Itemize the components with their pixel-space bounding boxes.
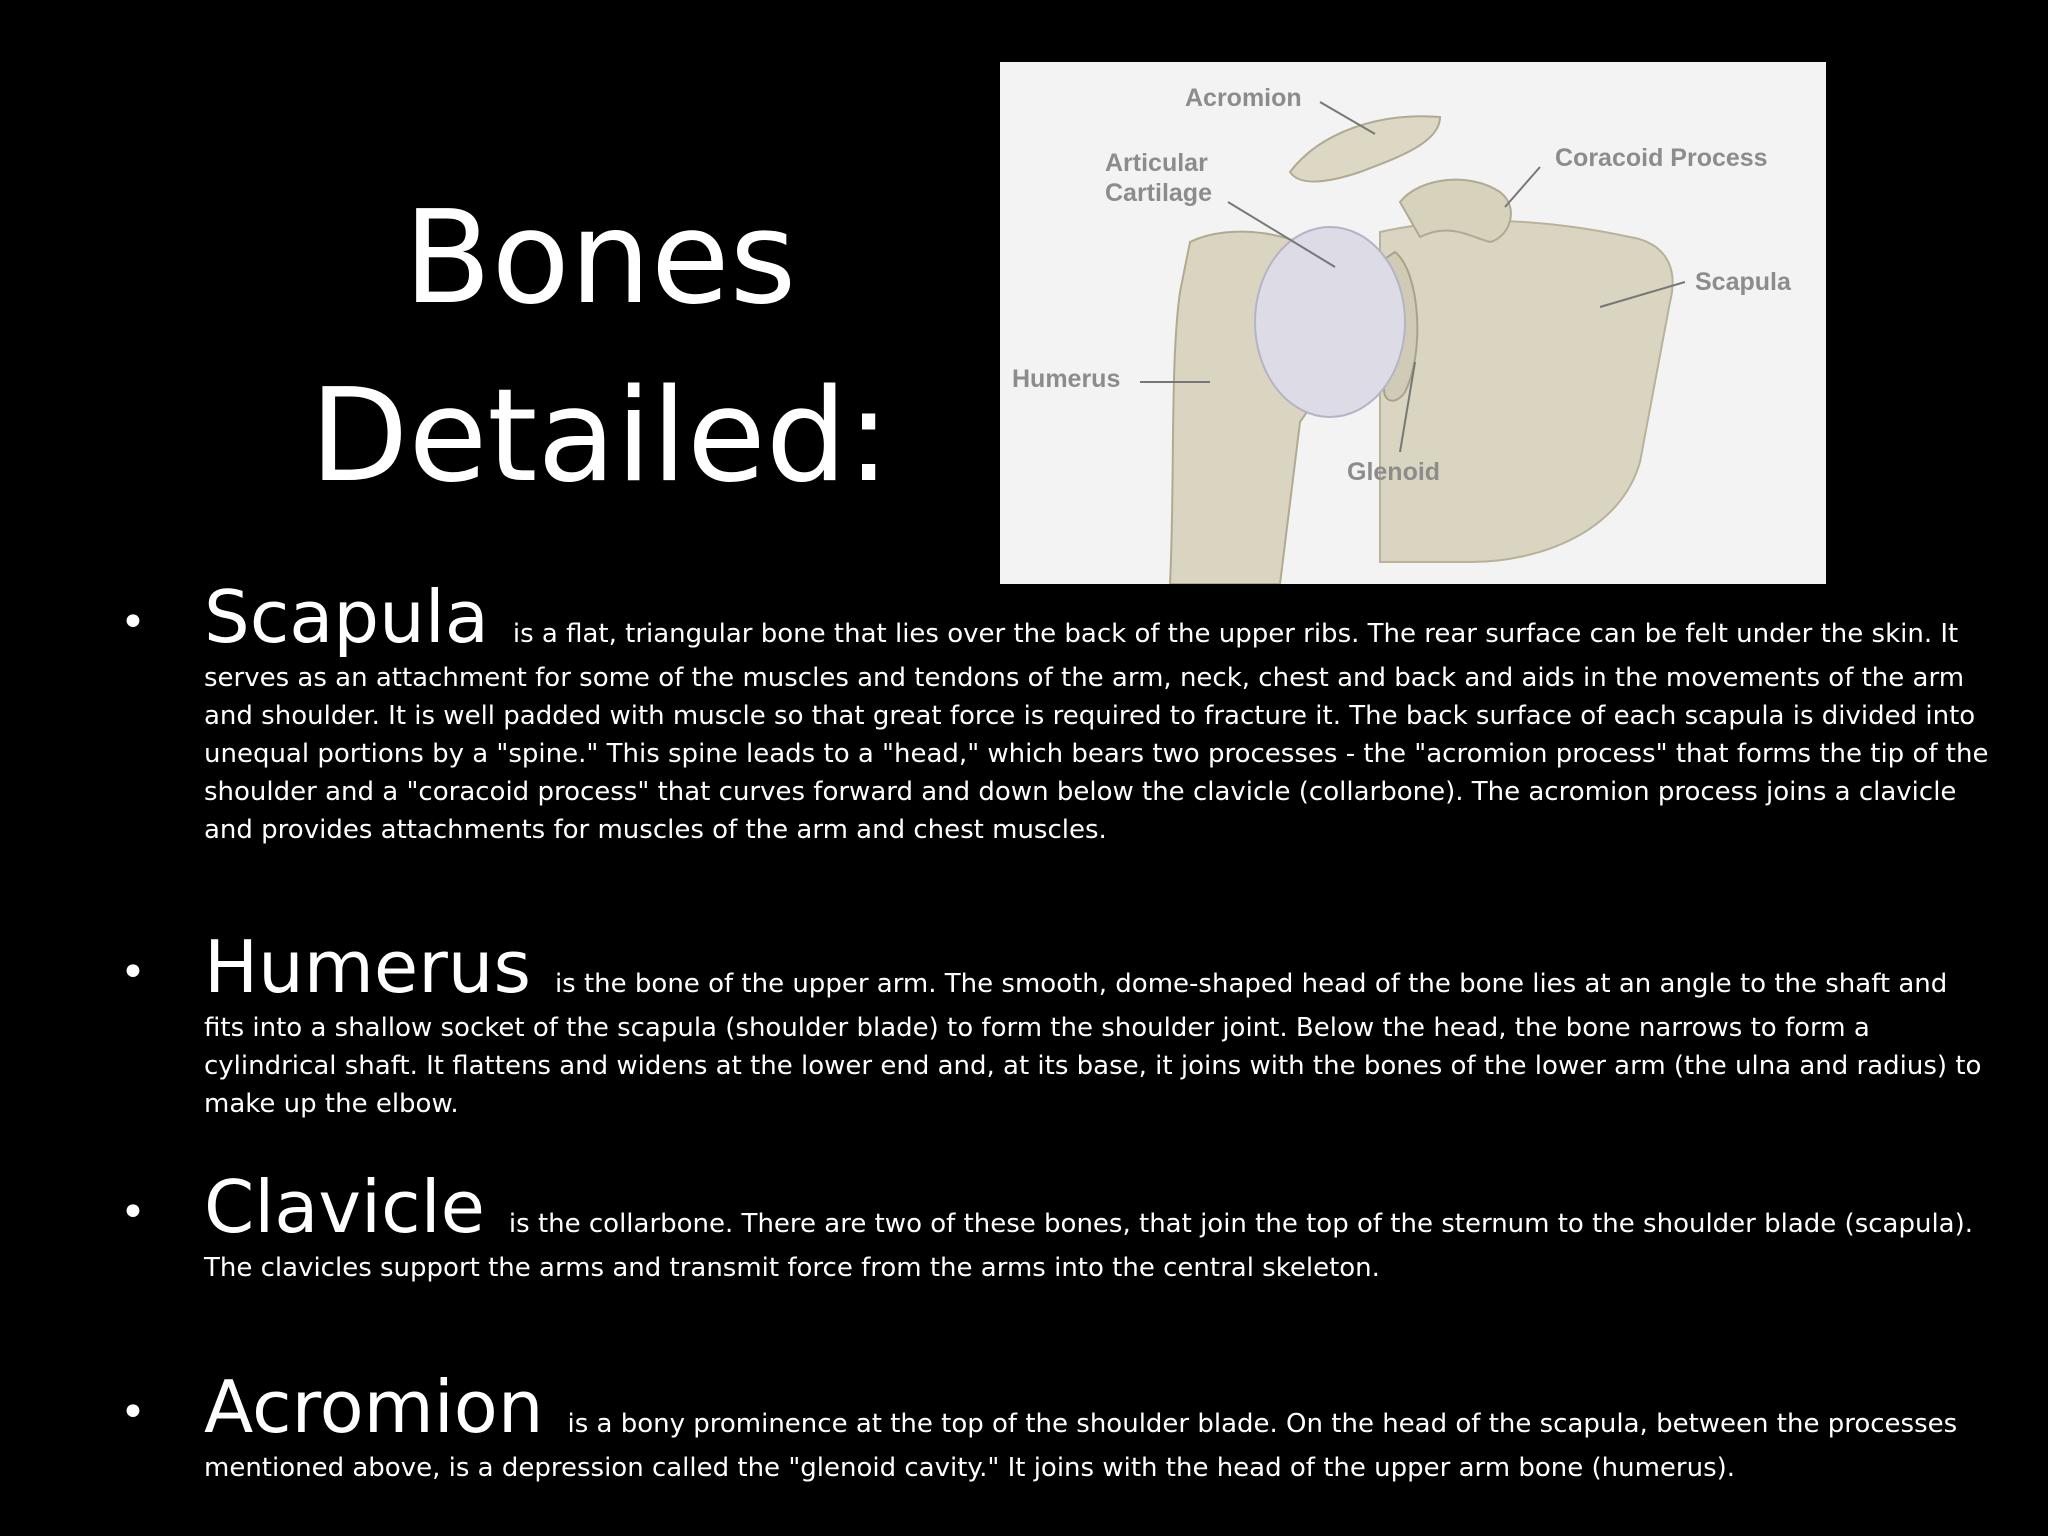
term-scapula: Scapula bbox=[204, 575, 489, 659]
desc-clavicle: is the collarbone. There are two of these bones, that join the top of the sternum to the shoulder blade (scapula). The clavicles support the arms and transmit force from the arms into the central skeleton. bbox=[204, 1209, 1974, 1283]
label-glenoid: Glenoid bbox=[1347, 458, 1441, 486]
label-cartilage: Cartilage bbox=[1105, 179, 1212, 207]
label-articular: Articular bbox=[1105, 149, 1208, 177]
articular-cartilage-shape bbox=[1255, 227, 1405, 417]
bullet-marker: • bbox=[120, 947, 146, 998]
bullet-marker: • bbox=[120, 1187, 146, 1238]
bullet-marker: • bbox=[120, 597, 146, 648]
desc-humerus: is the bone of the upper arm. The smooth, dome-shaped head of the bone lies at an angle to the shaft and fits into a shallow socket of the scapula (shoulder blade) to form the shoulder joint. Below the head, the bone narrows to form a cylindrical shaft. It flattens and widens at the lower end and, at its base, it joins with the bones of the lower arm (the ulna and radius) to make up the elbow. bbox=[204, 969, 1982, 1119]
bullet-marker: • bbox=[120, 1387, 146, 1438]
title-line-1: Bones bbox=[403, 184, 797, 333]
label-humerus: Humerus bbox=[1012, 365, 1121, 393]
desc-scapula: is a flat, triangular bone that lies over the back of the upper ribs. The rear surface can be felt under the skin. It serves as an attachment for some of the muscles and tendons of the arm, neck, chest and back and aids in the movements of the arm and shoulder. It is well padded with muscle so that great force is required to fracture it. The back surface of each scapula is divided into unequal portions by a "spine." This spine leads to a "head," which bears two processes - the "acromion process" that forms the tip of the shoulder and a "coracoid process" that curves forward and down below the clavicle (collarbone). The acromion process joins a clavicle and provides attachments for muscles of the arm and chest muscles. bbox=[204, 619, 1989, 845]
label-acromion: Acromion bbox=[1185, 84, 1302, 112]
title-line-2: Detailed: bbox=[309, 362, 891, 511]
term-humerus: Humerus bbox=[204, 925, 531, 1009]
bullet-body bbox=[204, 925, 1994, 1123]
label-scapula: Scapula bbox=[1695, 268, 1791, 296]
shoulder-anatomy-diagram bbox=[1000, 62, 1826, 584]
term-clavicle: Clavicle bbox=[204, 1165, 485, 1249]
bullet-body bbox=[204, 1365, 1994, 1487]
slide-title bbox=[300, 170, 900, 526]
term-acromion: Acromion bbox=[204, 1365, 544, 1449]
bullet-body bbox=[204, 575, 1994, 849]
bullet-body bbox=[204, 1165, 1994, 1287]
label-coracoid-process: Coracoid Process bbox=[1555, 144, 1768, 172]
shoulder-bones-illustration bbox=[1000, 62, 1826, 584]
desc-acromion: is a bony prominence at the top of the shoulder blade. On the head of the scapula, between the processes mentioned above, is a depression called the "glenoid cavity." It joins with the head of the upper arm bone (humerus). bbox=[204, 1409, 1958, 1483]
